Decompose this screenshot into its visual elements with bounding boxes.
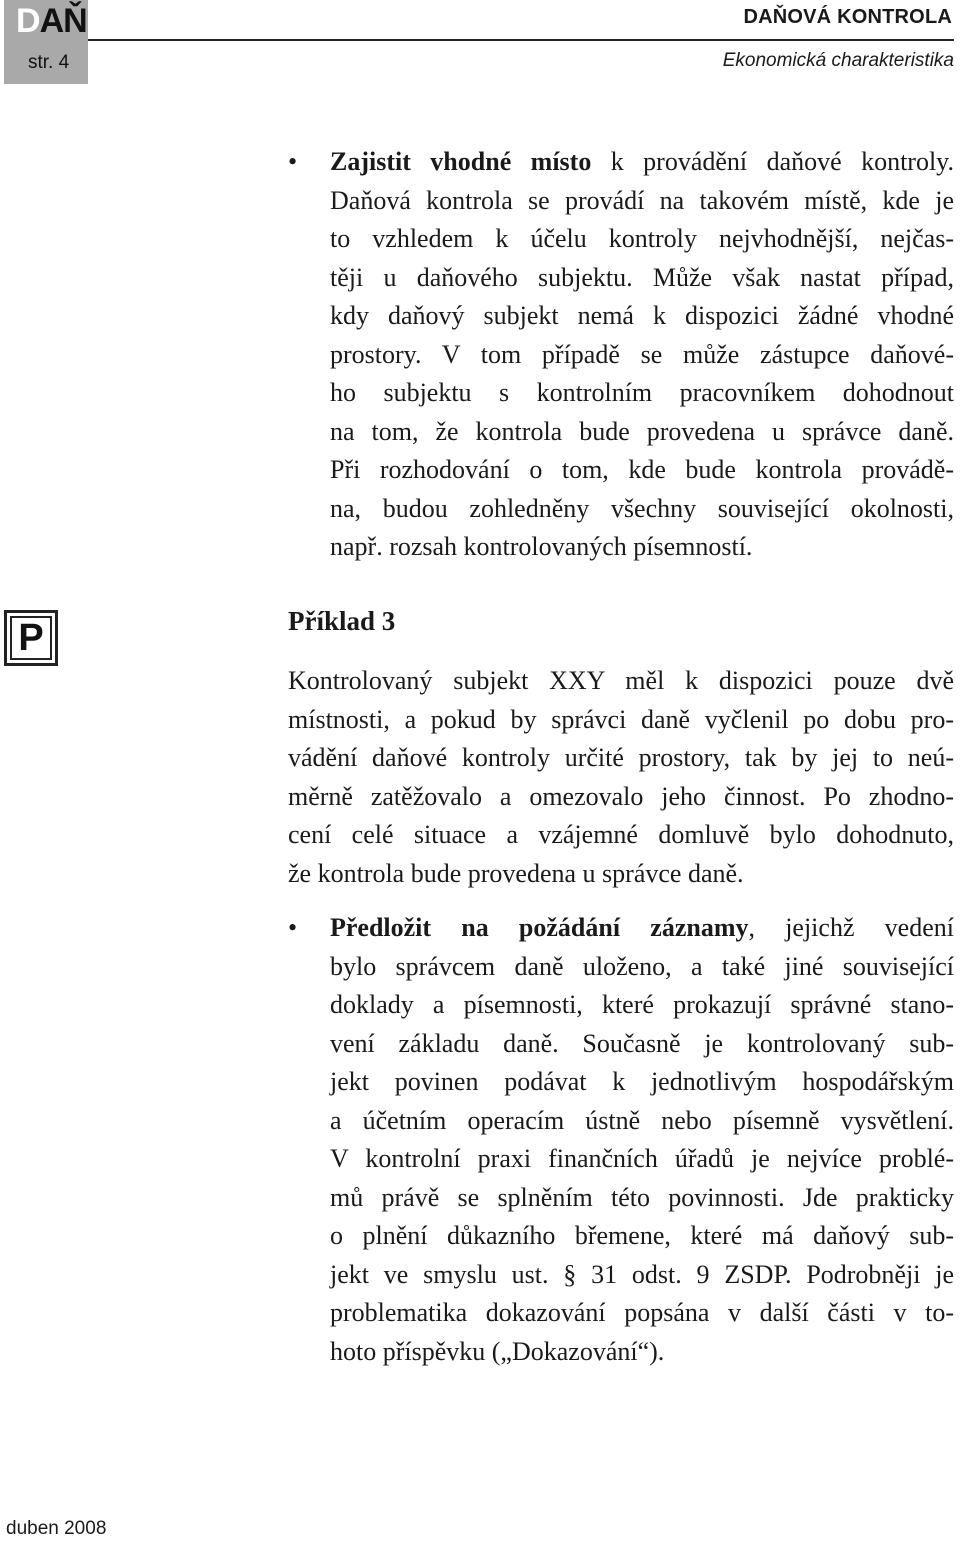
bullet-marker: • bbox=[288, 147, 298, 176]
paragraph-line: cení celé situace a vzájemné domluvě bylo dohodnuto, bbox=[288, 820, 954, 849]
logo-block bbox=[4, 0, 88, 84]
paragraph-line: Zajistit vhodné místo k provádění daňové kontroly. bbox=[330, 147, 954, 176]
paragraph-line: problematika dokazování popsána v další části v to- bbox=[330, 1298, 954, 1327]
bullet-paragraph-place bbox=[330, 143, 954, 567]
logo-first-letter: D bbox=[16, 2, 40, 40]
footer-date: duben 2008 bbox=[6, 1518, 107, 1539]
logo-text bbox=[16, 2, 87, 41]
paragraph-line: o plnění důkazního břemene, které má daňový sub- bbox=[330, 1221, 954, 1250]
paragraph-line: místnosti, a pokud by správci daně vyčlenil po dobu pro- bbox=[288, 704, 954, 734]
paragraph-line: Při rozhodování o tom, kde bude kontrola provádě- bbox=[330, 455, 954, 484]
paragraph-line: prostory. V tom případě se může zástupce daňové- bbox=[330, 339, 954, 369]
running-title: DAŇOVÁ KONTROLA bbox=[743, 6, 952, 28]
paragraph-line: vení základu daně. Současně je kontrolovaný sub- bbox=[330, 1028, 954, 1058]
page-number: str. 4 bbox=[28, 52, 70, 73]
paragraph-line: např. rozsah kontrolovaných písemností. bbox=[330, 532, 753, 561]
paragraph-line: na tom, že kontrola bude provedena u správce daně. bbox=[330, 416, 954, 446]
bullet-paragraph-records bbox=[330, 909, 954, 1371]
paragraph-line: Daňová kontrola se provádí na takovém místě, kde je bbox=[330, 185, 954, 215]
paragraph-line: na, budou zohledněny všechny související okolnosti, bbox=[330, 493, 954, 523]
bullet-marker: • bbox=[288, 913, 298, 942]
bold-lead: Zajistit vhodné místo bbox=[330, 147, 592, 176]
paragraph-line: to vzhledem k účelu kontroly nejvhodnější, nejčas- bbox=[330, 224, 954, 253]
paragraph-line: vádění daňové kontroly určité prostory, tak by jej to neú- bbox=[288, 743, 954, 772]
paragraph-line: ho subjektu s kontrolním pracovníkem dohodnout bbox=[330, 378, 954, 407]
example-p-icon: P bbox=[4, 610, 58, 666]
example-paragraph bbox=[288, 662, 954, 893]
paragraph-line: kdy daňový subjekt nemá k dispozici žádné vhodné bbox=[330, 301, 954, 330]
paragraph-line: mů právě se splněním této povinnosti. Jde prakticky bbox=[330, 1182, 954, 1212]
header-divider bbox=[88, 39, 954, 41]
paragraph-line: Kontrolovaný subjekt XXY měl k dispozici pouze dvě bbox=[288, 666, 954, 695]
paragraph-line: bylo správcem daně uloženo, a také jiné související bbox=[330, 951, 954, 981]
paragraph-line: měrně zatěžovalo a omezovalo jeho činnost. Po zhodno- bbox=[288, 781, 954, 811]
example-heading: Příklad 3 bbox=[288, 606, 396, 636]
paragraph-line: a účetním operacím ústně nebo písemně vysvětlení. bbox=[330, 1105, 954, 1135]
logo-rest: AŇ bbox=[39, 2, 87, 40]
paragraph-line: jekt povinen podávat k jednotlivým hospodářským bbox=[330, 1067, 954, 1096]
paragraph-line: jekt ve smyslu ust. § 31 odst. 9 ZSDP. Podrobněji je bbox=[330, 1259, 954, 1289]
running-subtitle: Ekonomická charakteristika bbox=[722, 50, 954, 71]
paragraph-line: že kontrola bude provedena u správce daně. bbox=[288, 858, 744, 888]
paragraph-line: Předložit na požádání záznamy, jejichž vedení bbox=[330, 913, 954, 942]
bold-lead: Předložit na požádání záznamy bbox=[330, 913, 749, 942]
paragraph-line: V kontrolní praxi finančních úřadů je nejvíce problé- bbox=[330, 1144, 954, 1173]
paragraph-line: doklady a písemnosti, které prokazují správné stano- bbox=[330, 990, 954, 1019]
paragraph-line: hoto příspěvku („Dokazování“). bbox=[330, 1336, 665, 1366]
paragraph-line: těji u daňového subjektu. Může však nastat případ, bbox=[330, 262, 954, 292]
